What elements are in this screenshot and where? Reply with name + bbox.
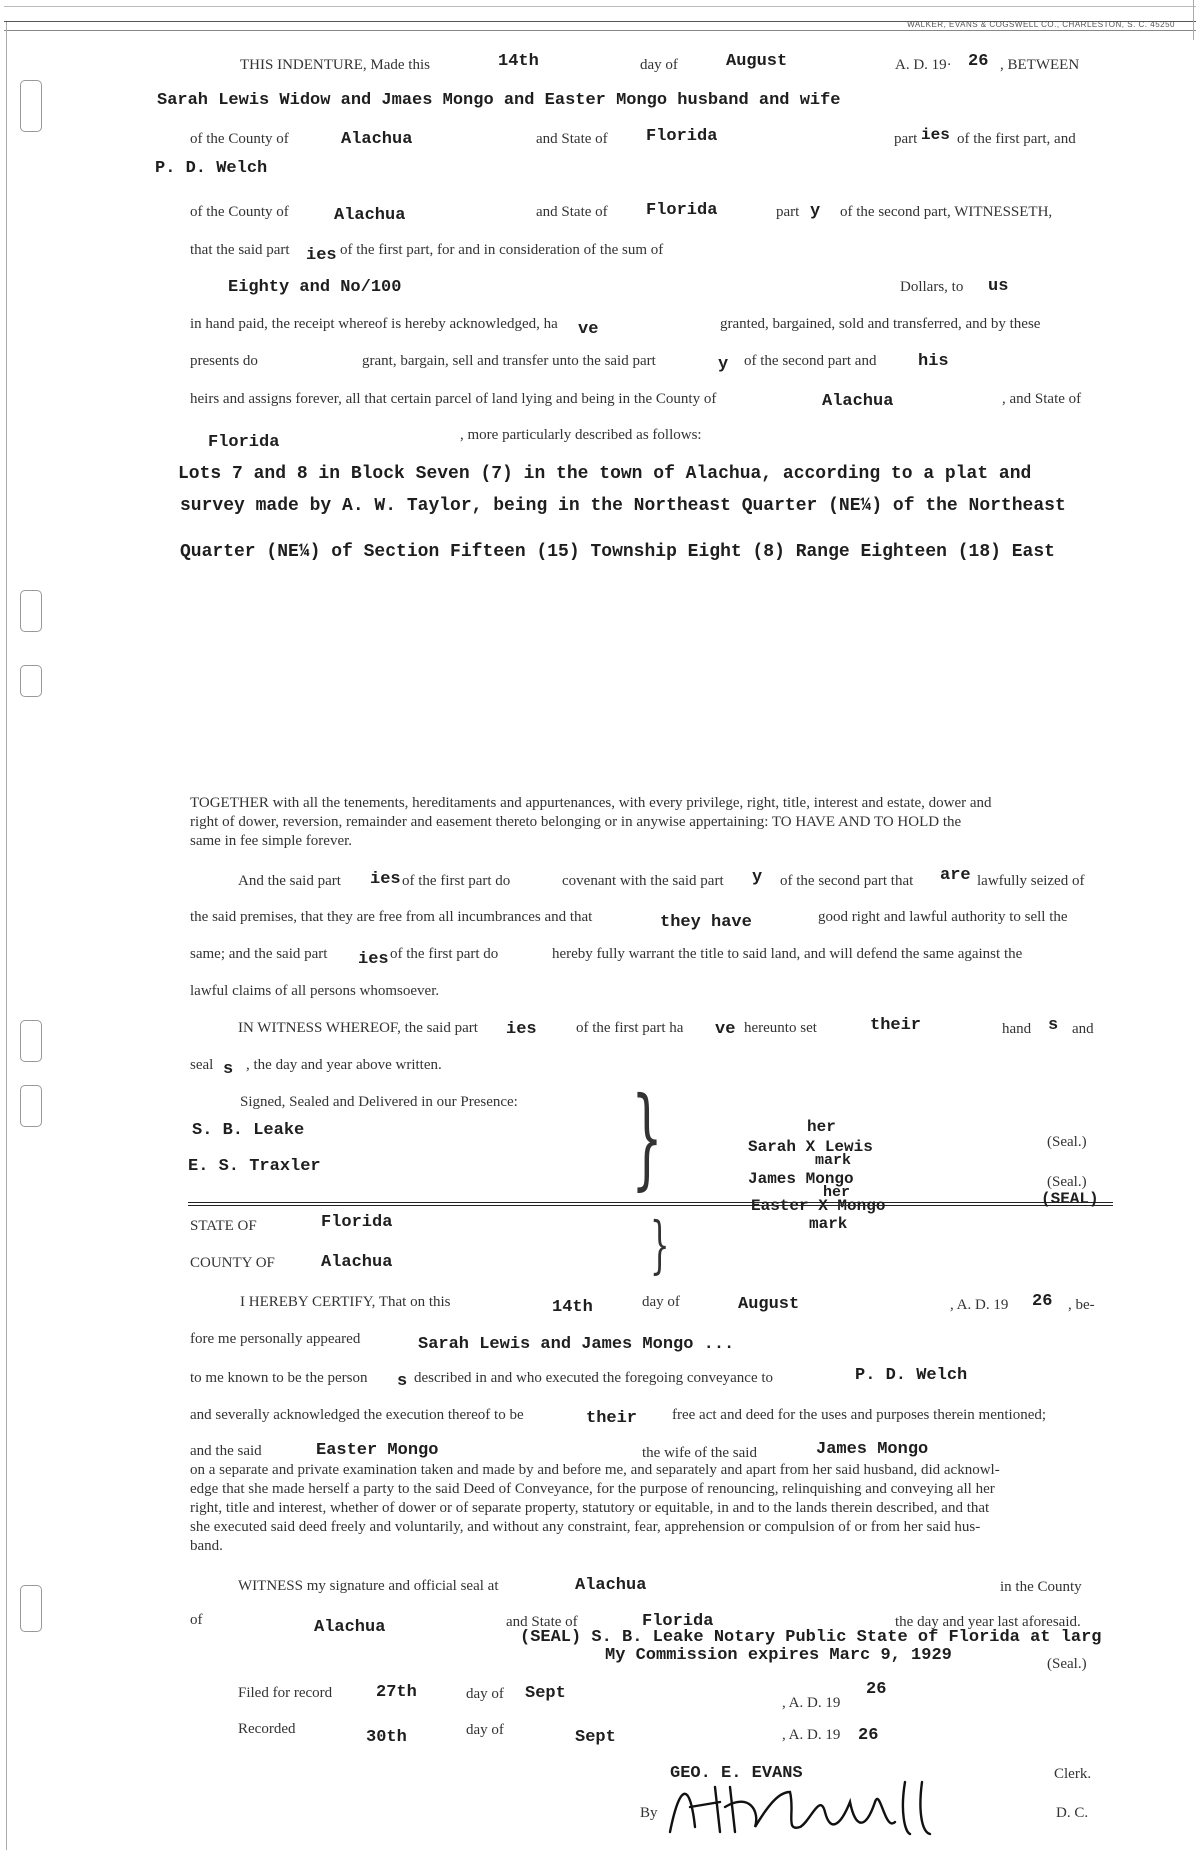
presents-a: presents do: [190, 353, 258, 369]
covenant-1t1: ies: [370, 870, 401, 889]
ack-year: 26: [1032, 1292, 1053, 1311]
seal-label-3: (SEAL): [1041, 1190, 1099, 1208]
covenant-1a: And the said part: [238, 873, 341, 889]
sp-second-part-label: of the second part, WITNESSETH,: [840, 204, 1053, 220]
consideration-amount: Eighty and No/100: [228, 278, 402, 297]
signer-1: Sarah X Lewis: [748, 1138, 873, 1156]
covenant-1t3: are: [940, 866, 971, 885]
covenant-4: lawful claims of all persons whomsoever.: [190, 983, 440, 999]
printer-imprint: WALKER, EVANS & COGSWELL CO., CHARLESTON, S. C. 45250: [907, 20, 1175, 29]
covenant-2a: the said premises, that they are free from all incumbrances and that: [190, 909, 593, 925]
ack-sev-b: free act and deed for the uses and purposes therein mentioned;: [672, 1407, 1047, 1423]
presents-b: grant, bargain, sell and transfer unto the said part: [362, 353, 656, 369]
recorded-ad: , A. D. 19: [782, 1727, 841, 1743]
description-line-2: survey made by A. W. Taylor, being in the Northeast Quarter (NE¼) of the Northeast: [180, 496, 1066, 516]
notary-commission: My Commission expires Marc 9, 1929: [605, 1646, 952, 1665]
ack-county-2: Alachua: [314, 1618, 386, 1637]
witness-hand-s: s: [1048, 1016, 1059, 1035]
clerk-name: GEO. E. EVANS: [670, 1764, 803, 1783]
fp-county: Alachua: [341, 130, 413, 149]
witness-name-1: S. B. Leake: [192, 1121, 305, 1140]
notary-seal: (Seal.): [1047, 1656, 1087, 1672]
fp-state: Florida: [646, 127, 718, 146]
binder-hole-2: [20, 590, 42, 632]
heirs-b: , and State of: [1002, 391, 1082, 407]
filed-month: Sept: [525, 1684, 566, 1703]
seal-label-1: (Seal.): [1047, 1134, 1087, 1150]
indenture-month: August: [726, 52, 788, 71]
ack-known-s: s: [397, 1372, 408, 1391]
receipt-b: granted, bargained, sold and transferred, and by these: [720, 316, 1041, 332]
sp-county: Alachua: [334, 206, 406, 225]
covenant-1b: of the first part do: [402, 873, 511, 889]
signature-rule-1: [188, 1202, 1113, 1203]
receipt-suffix: ve: [578, 320, 599, 339]
covenant-2b: good right and lawful authority to sell the: [818, 909, 1068, 925]
filed-year: 26: [866, 1680, 887, 1699]
ack-para-2: edge that she made herself a party to the said Deed of Conveyance, for the purpose of renouncing, relinquishing and conveying all her: [190, 1481, 995, 1497]
ack-in-county: in the County: [1000, 1579, 1082, 1595]
dollars-to-label: Dollars, to: [900, 279, 964, 295]
indenture-day: 14th: [498, 52, 539, 71]
ad-label: A. D. 19·: [895, 57, 952, 73]
together-line-1: TOGETHER with all the tenements, hereditaments and appurtenances, with every privilege, right, title, interest and estate, dower and: [190, 795, 992, 811]
deputy-clerk-signature: [660, 1772, 960, 1852]
sp-state: Florida: [646, 201, 718, 220]
binder-hole-5: [20, 1085, 42, 1127]
filed-ad: , A. D. 19: [782, 1695, 841, 1711]
sp-state-label: and State of: [536, 204, 608, 220]
covenant-3t: ies: [358, 950, 389, 969]
ack-grantee: P. D. Welch: [855, 1366, 968, 1385]
sig3-her: her: [823, 1184, 851, 1201]
ack-para-3: right, title and interest, whether of dower or of separate property, statutory or equitable, in and to the lands therein described, and that: [190, 1500, 990, 1516]
binder-hole-6: [20, 1585, 42, 1632]
ack-day: 14th: [552, 1298, 593, 1317]
right-border: [1193, 0, 1194, 40]
ack-and-said: and the said: [190, 1443, 262, 1459]
ack-month: August: [738, 1295, 800, 1314]
first-party-names: Sarah Lewis Widow and Jmaes Mongo and Easter Mongo husband and wife: [157, 91, 841, 110]
presents-his: his: [918, 352, 949, 371]
witness-1t2: ve: [715, 1020, 736, 1039]
ack-state-2: Florida: [642, 1612, 714, 1631]
sp-part-suffix: y: [810, 202, 821, 221]
left-border: [6, 22, 7, 1850]
ack-brace: }: [649, 1208, 670, 1281]
witness-hand: hand: [1002, 1021, 1032, 1037]
ack-be: , be-: [1068, 1297, 1095, 1313]
heirs-county: Alachua: [822, 392, 894, 411]
witness-name-2: E. S. Traxler: [188, 1157, 321, 1176]
ack-para-1: on a separate and private examination taken and made by and before me, and separately and apart from her said husband, did acknowl-: [190, 1462, 1000, 1478]
ack-para-5: band.: [190, 1538, 223, 1554]
ack-witness-sig: WITNESS my signature and official seal at: [238, 1578, 499, 1594]
witness-and: and: [1072, 1021, 1094, 1037]
filed-day-of: day of: [466, 1686, 504, 1702]
clerk-label: Clerk.: [1054, 1766, 1092, 1782]
witness-2: , the day and year above written.: [246, 1057, 442, 1073]
witness-brace: }: [631, 1073, 663, 1201]
description-line-1: Lots 7 and 8 in Block Seven (7) in the town of Alachua, according to a plat and: [178, 464, 1032, 484]
binder-hole-4: [20, 1020, 42, 1062]
witness-seal-s: s: [223, 1060, 234, 1079]
dc-label: D. C.: [1056, 1805, 1089, 1821]
covenant-3b: of the first part do: [390, 946, 499, 962]
day-of-label: day of: [640, 57, 678, 73]
recorded-day-of: day of: [466, 1722, 504, 1738]
ack-sev-t: their: [586, 1409, 638, 1428]
ack-fore: fore me personally appeared: [190, 1331, 361, 1347]
ack-para-4: she executed said deed freely and voluntarily, and without any constraint, fear, apprehension or compulsion of or from her said hus-: [190, 1519, 981, 1535]
sp-county-label: of the County of: [190, 204, 289, 220]
seal-label-2: (Seal.): [1047, 1174, 1087, 1190]
covenant-3a: same; and the said part: [190, 946, 328, 962]
consideration-a: that the said part: [190, 242, 290, 258]
covenant-2t: they have: [660, 913, 752, 932]
covenant-1d: of the second part that: [780, 873, 914, 889]
fp-first-part-label: of the first part, and: [957, 131, 1076, 147]
witness-seal: seal: [190, 1057, 214, 1073]
signature-rule-2: [188, 1205, 1113, 1206]
ack-of: of: [190, 1612, 203, 1628]
ack-sev-a: and severally acknowledged the execution thereof to be: [190, 1407, 524, 1423]
signer-3: Easter X Mongo: [751, 1197, 886, 1215]
top-rule: [4, 30, 1196, 31]
receipt-a: in hand paid, the receipt whereof is hereby acknowledged, ha: [190, 316, 558, 332]
covenant-3c: hereby fully warrant the title to said land, and will defend the same against the: [552, 946, 1023, 962]
covenant-1t2: y: [752, 868, 763, 887]
covenant-1e: lawfully seized of: [977, 873, 1085, 889]
ack-certify: I HEREBY CERTIFY, That on this: [240, 1294, 451, 1310]
fp-part-suffix: ies: [921, 126, 950, 144]
ack-appeared: Sarah Lewis and James Mongo ...: [418, 1335, 735, 1354]
description-line-3: Quarter (NE¼) of Section Fifteen (15) Township Eight (8) Range Eighteen (18) East: [180, 542, 1055, 562]
fp-state-label: and State of: [536, 131, 608, 147]
recorded-day: 30th: [366, 1728, 407, 1747]
recorded-label: Recorded: [238, 1721, 296, 1737]
recorded-year: 26: [858, 1726, 879, 1745]
binder-hole-3: [20, 665, 42, 697]
ack-husband: James Mongo: [816, 1440, 929, 1459]
consideration-suffix: ies: [306, 246, 337, 265]
consideration-b: of the first part, for and in consideration of the sum of: [340, 242, 664, 258]
sig1-mark: mark: [815, 1152, 852, 1169]
presents-c: of the second part and: [744, 353, 877, 369]
covenant-1c: covenant with the said part: [562, 873, 724, 889]
sig1-her: her: [807, 1118, 836, 1136]
witness-1t3: their: [870, 1016, 922, 1035]
recorded-month: Sept: [575, 1728, 616, 1747]
witness-1b: of the first part ha: [576, 1020, 684, 1036]
presents-suffix: y: [718, 355, 729, 374]
ack-known-a: to me known to be the person: [190, 1370, 368, 1386]
fp-part-label: part: [894, 131, 918, 147]
ack-county-label: COUNTY OF: [190, 1255, 275, 1271]
second-party-name: P. D. Welch: [155, 159, 268, 178]
ack-wife-of: the wife of the said: [642, 1445, 757, 1461]
filed-label: Filed for record: [238, 1685, 333, 1701]
between-label: , BETWEEN: [1000, 57, 1080, 73]
together-line-2: right of dower, reversion, remainder and easement thereto belonging or in anywise appertaining: TO HAVE AND TO HOLD the: [190, 814, 962, 830]
together-line-3: same in fee simple forever.: [190, 833, 353, 849]
filed-day: 27th: [376, 1683, 417, 1702]
ack-known-b: described in and who executed the foregoing conveyance to: [414, 1370, 774, 1386]
ack-ad: , A. D. 19: [950, 1297, 1009, 1313]
sig3-mark: mark: [809, 1215, 848, 1233]
indenture-label: THIS INDENTURE, Made this: [240, 57, 430, 73]
sp-part-label: part: [776, 204, 800, 220]
ack-county: Alachua: [321, 1253, 393, 1272]
binder-hole-1: [20, 80, 42, 132]
ack-and-state: and State of: [506, 1614, 578, 1630]
by-label: By: [640, 1805, 658, 1821]
witness-1c: hereunto set: [744, 1020, 817, 1036]
ack-day-year: the day and year last aforesaid.: [895, 1614, 1081, 1630]
ack-day-of: day of: [642, 1294, 680, 1310]
fp-county-label: of the County of: [190, 131, 289, 147]
described-as-label: , more particularly described as follows:: [460, 427, 702, 443]
described-state: Florida: [208, 433, 280, 452]
indenture-year: 26: [968, 52, 989, 71]
ack-wife: Easter Mongo: [316, 1441, 439, 1460]
notary-line: (SEAL) S. B. Leake Notary Public State of Florida at larg: [520, 1628, 1102, 1647]
ack-state: Florida: [321, 1213, 393, 1232]
heirs-a: heirs and assigns forever, all that certain parcel of land lying and being in the County of: [190, 391, 717, 407]
signer-2: James Mongo: [748, 1170, 854, 1188]
witness-1t1: ies: [506, 1020, 537, 1039]
paid-to: us: [988, 277, 1009, 296]
ack-state-label: STATE OF: [190, 1218, 257, 1234]
signed-presence: Signed, Sealed and Delivered in our Presence:: [240, 1094, 518, 1110]
witness-1a: IN WITNESS WHEREOF, the said part: [238, 1020, 478, 1036]
ack-place: Alachua: [575, 1576, 647, 1595]
